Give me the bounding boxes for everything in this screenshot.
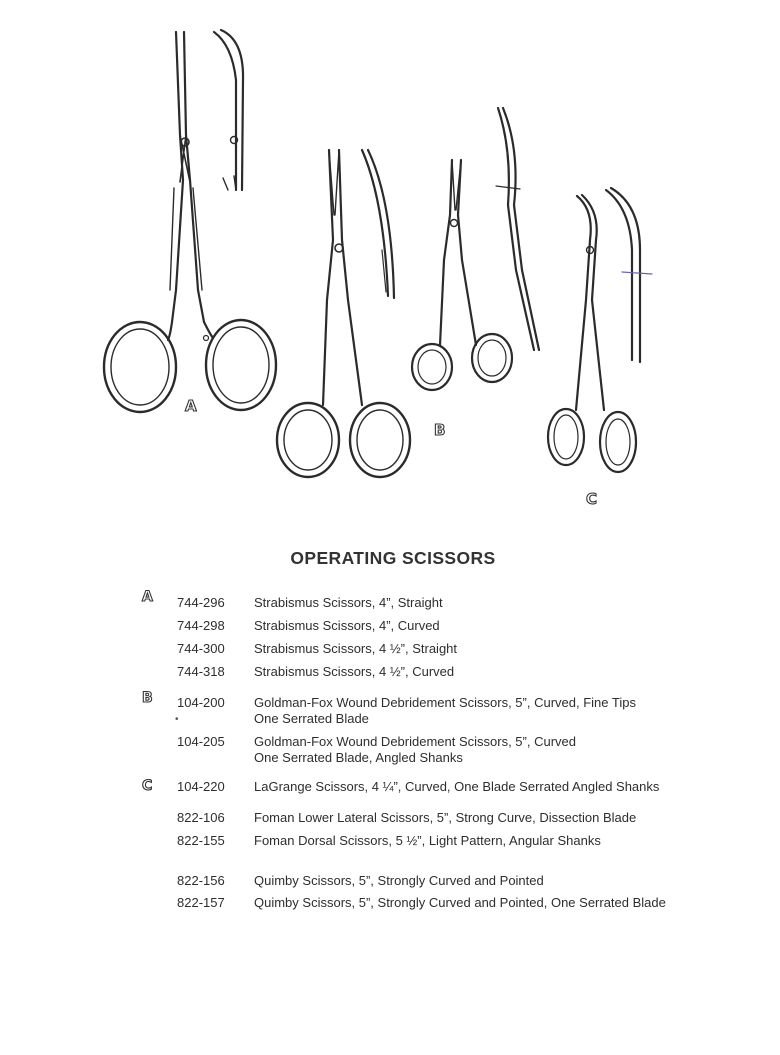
item-code: 744-300 — [177, 641, 225, 656]
item-code: 104-205 — [177, 734, 225, 749]
item-description: Strabismus Scissors, 4”, Curved — [254, 618, 440, 633]
item-code: 744-318 — [177, 664, 225, 679]
item-description: Foman Dorsal Scissors, 5 ½”, Light Pattern, Angular Shanks — [254, 833, 601, 848]
item-description: Goldman-Fox Wound Debridement Scissors, 5”, Curved — [254, 734, 576, 749]
page-title: OPERATING SCISSORS — [290, 548, 496, 568]
item-description: Quimby Scissors, 5”, Strongly Curved and Pointed — [254, 873, 544, 888]
item-code: 822-155 — [177, 833, 225, 848]
scissors-b1-drawing — [277, 150, 410, 477]
item-description: One Serrated Blade, Angled Shanks — [254, 750, 463, 765]
item-description: LaGrange Scissors, 4 ¼”, Curved, One Blade Serrated Angled Shanks — [254, 779, 660, 794]
group-letter-b: B — [142, 690, 153, 706]
scissors-c-drawing — [548, 188, 652, 472]
item-code: 822-157 — [177, 895, 225, 910]
group-letter-c: C — [142, 778, 153, 794]
item-code: 104-200 — [177, 695, 225, 710]
stray-mark: • — [175, 714, 179, 725]
item-code: 744-298 — [177, 618, 225, 633]
item-description: Goldman-Fox Wound Debridement Scissors, 5”, Curved, Fine Tips — [254, 695, 636, 710]
scissors-a-drawing — [104, 30, 276, 412]
item-code: 104-220 — [177, 779, 225, 794]
item-code: 822-156 — [177, 873, 225, 888]
figure-label-a: A — [185, 397, 197, 415]
item-description: Quimby Scissors, 5”, Strongly Curved and Pointed, One Serrated Blade — [254, 895, 666, 910]
item-code: 744-296 — [177, 595, 225, 610]
item-description: Strabismus Scissors, 4 ½”, Straight — [254, 641, 458, 656]
figure-label-c: C — [586, 490, 598, 508]
item-description: Strabismus Scissors, 4”, Straight — [254, 595, 443, 610]
item-description: Strabismus Scissors, 4 ½”, Curved — [254, 664, 455, 679]
scissors-b2-drawing — [412, 108, 539, 390]
item-description: Foman Lower Lateral Scissors, 5”, Strong Curve, Dissection Blade — [254, 810, 637, 825]
figure-label-b: B — [434, 421, 446, 439]
item-code: 822-106 — [177, 810, 225, 825]
item-description: One Serrated Blade — [254, 711, 369, 726]
group-letter-a: A — [142, 589, 153, 605]
